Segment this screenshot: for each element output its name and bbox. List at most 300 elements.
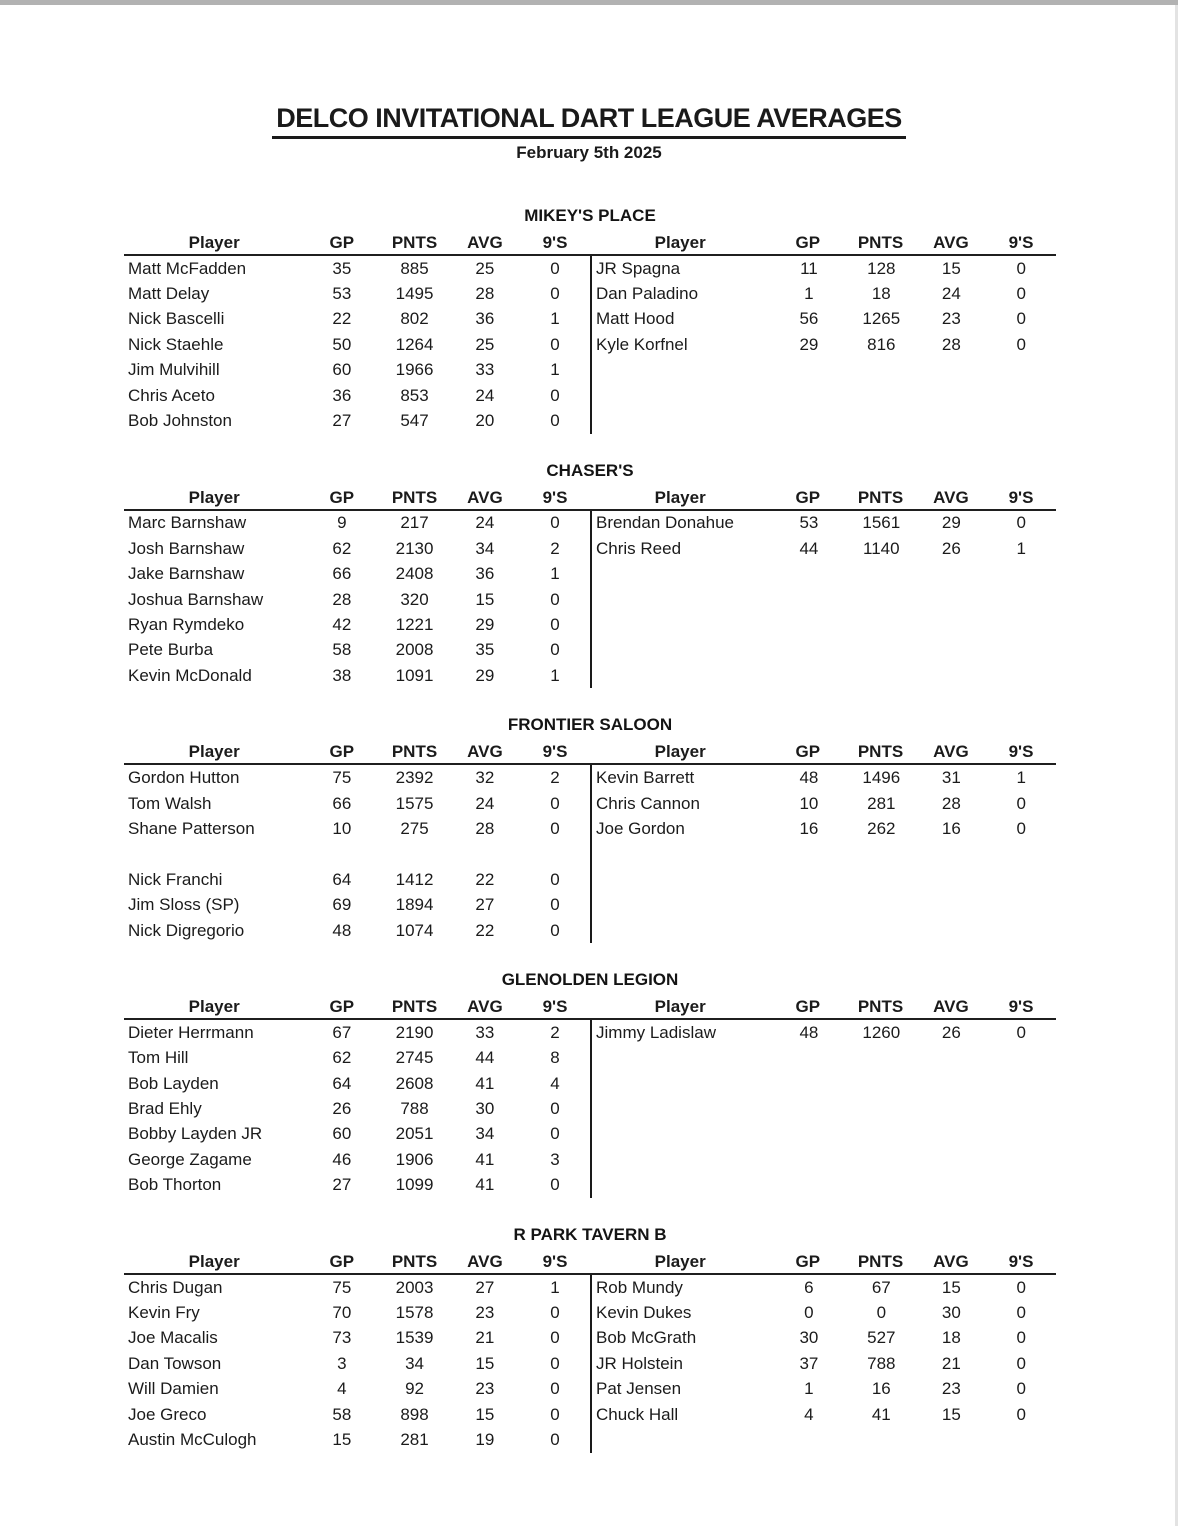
table-body-right xyxy=(590,1275,1056,1453)
gp-cell: 53 xyxy=(799,513,819,533)
nines-cell: 0 xyxy=(550,1353,560,1373)
table-row xyxy=(592,1377,1056,1402)
pnts-cell: 2408 xyxy=(395,564,434,584)
player-name-cell: Joe Macalis xyxy=(128,1328,218,1348)
table-body-right xyxy=(590,511,1056,689)
table-row xyxy=(592,892,1056,917)
player-name-cell: Bobby Layden JR xyxy=(128,1124,263,1144)
gp-cell: 62 xyxy=(332,538,352,558)
nines-cell: 0 xyxy=(550,920,560,940)
column-header-player: Player xyxy=(654,233,706,252)
table-row xyxy=(124,1046,590,1071)
pnts-cell: 853 xyxy=(400,385,429,405)
table-header-row xyxy=(124,487,590,511)
table-row xyxy=(124,1096,590,1121)
nines-cell: 0 xyxy=(550,1379,560,1399)
table-row xyxy=(124,1300,590,1325)
column-header-avg: AVG xyxy=(933,997,969,1017)
player-name-cell: Brendan Donahue xyxy=(596,513,735,533)
avg-cell: 41 xyxy=(475,1175,495,1195)
table-row xyxy=(124,663,590,688)
pnts-cell: 1260 xyxy=(862,1022,901,1042)
player-name-cell: Chuck Hall xyxy=(596,1404,679,1424)
avg-cell: 30 xyxy=(475,1099,495,1119)
column-header-nines: 9'S xyxy=(1008,233,1034,252)
nines-cell: 0 xyxy=(550,640,560,660)
gp-cell: 30 xyxy=(799,1328,819,1348)
pnts-cell: 262 xyxy=(867,818,896,838)
table-row xyxy=(124,918,590,943)
table-row xyxy=(592,511,1056,536)
nines-cell: 0 xyxy=(550,614,560,634)
column-header-avg: AVG xyxy=(467,1251,503,1271)
pnts-cell: 16 xyxy=(871,1379,891,1399)
player-name-cell: Josh Barnshaw xyxy=(128,538,245,558)
nines-cell: 2 xyxy=(550,538,560,558)
pnts-cell: 18 xyxy=(871,284,891,304)
column-header-nines: 9'S xyxy=(1008,1251,1034,1271)
gp-cell: 62 xyxy=(332,1048,352,1068)
player-name-cell: Jim Mulvihill xyxy=(128,360,220,380)
gp-cell: 6 xyxy=(804,1277,814,1297)
player-name-cell: Dan Towson xyxy=(128,1353,222,1373)
section-title: MIKEY'S PLACE xyxy=(524,206,656,225)
table-row xyxy=(592,383,1056,408)
pnts-cell: 788 xyxy=(867,1353,896,1373)
gp-cell: 27 xyxy=(332,411,352,431)
column-header-pnts: PNTS xyxy=(857,487,904,507)
gp-cell: 67 xyxy=(332,1022,352,1042)
pnts-cell: 547 xyxy=(400,411,429,431)
document-header xyxy=(0,0,1178,163)
table-row xyxy=(124,1326,590,1351)
avg-cell: 16 xyxy=(941,818,961,838)
nines-cell: 0 xyxy=(550,385,560,405)
nines-cell: 0 xyxy=(1016,309,1026,329)
table-body-left xyxy=(124,511,590,689)
page-title: DELCO INVITATIONAL DART LEAGUE AVERAGES xyxy=(272,103,906,139)
table-body-left xyxy=(124,1275,590,1453)
avg-cell: 19 xyxy=(475,1429,495,1449)
player-name-cell: Joe Greco xyxy=(128,1404,207,1424)
gp-cell: 69 xyxy=(332,895,352,915)
avg-cell: 23 xyxy=(475,1303,495,1323)
section-glenolden-legion xyxy=(124,970,1056,1198)
player-name-cell: Kevin Dukes xyxy=(596,1303,692,1323)
avg-cell: 27 xyxy=(475,895,495,915)
player-name-cell: Kevin McDonald xyxy=(128,665,252,685)
gp-cell: 16 xyxy=(799,818,819,838)
pnts-cell: 527 xyxy=(867,1328,896,1348)
gp-cell: 26 xyxy=(332,1099,352,1119)
table-body-right xyxy=(590,256,1056,434)
gp-cell: 58 xyxy=(332,1404,352,1424)
player-name-cell: Matt Delay xyxy=(128,284,210,304)
window-top-bar xyxy=(0,0,1178,5)
avg-cell: 23 xyxy=(941,1379,961,1399)
gp-cell: 56 xyxy=(799,309,819,329)
avg-cell: 24 xyxy=(475,385,495,405)
column-header-player: Player xyxy=(188,742,240,762)
table-row xyxy=(124,307,590,332)
player-name-cell: Shane Patterson xyxy=(128,818,255,838)
gp-cell: 58 xyxy=(332,640,352,660)
gp-cell: 75 xyxy=(332,1277,352,1297)
nines-cell: 0 xyxy=(1016,1404,1026,1424)
pnts-cell: 2051 xyxy=(395,1124,434,1144)
player-name-cell: JR Spagna xyxy=(596,258,681,278)
avg-cell: 21 xyxy=(475,1328,495,1348)
avg-cell: 29 xyxy=(475,665,495,685)
column-header-gp: GP xyxy=(795,1251,821,1271)
table-header-row xyxy=(590,741,1056,765)
stats-table-right xyxy=(590,487,1056,689)
player-name-cell: Brad Ehly xyxy=(128,1099,202,1119)
stats-table-right xyxy=(590,1251,1056,1453)
table-row xyxy=(124,358,590,383)
section-mikey-s-place xyxy=(124,206,1056,434)
avg-cell: 21 xyxy=(941,1353,961,1373)
pnts-cell: 41 xyxy=(871,1404,891,1424)
table-row xyxy=(592,536,1056,561)
column-header-player: Player xyxy=(654,487,706,507)
player-name-cell: Nick Staehle xyxy=(128,334,224,354)
table-body-left xyxy=(124,765,590,943)
player-name-cell: Jake Barnshaw xyxy=(128,564,245,584)
nines-cell: 0 xyxy=(550,258,560,278)
avg-cell: 15 xyxy=(475,1404,495,1424)
nines-cell: 0 xyxy=(550,411,560,431)
table-header-row xyxy=(590,232,1056,256)
nines-cell: 0 xyxy=(1016,1303,1026,1323)
nines-cell: 1 xyxy=(550,564,560,584)
table-row xyxy=(124,408,590,433)
avg-cell: 44 xyxy=(475,1048,495,1068)
player-name-cell: Tom Hill xyxy=(128,1048,189,1068)
nines-cell: 0 xyxy=(550,1303,560,1323)
player-name-cell: Kevin Fry xyxy=(128,1303,200,1323)
player-name-cell: Dieter Herrmann xyxy=(128,1022,254,1042)
avg-cell: 31 xyxy=(941,768,961,788)
avg-cell: 30 xyxy=(941,1303,961,1323)
table-row xyxy=(592,918,1056,943)
avg-cell: 22 xyxy=(475,920,495,940)
pnts-cell: 128 xyxy=(867,258,896,278)
table-row xyxy=(124,383,590,408)
table-row xyxy=(592,562,1056,587)
gp-cell: 10 xyxy=(799,793,819,813)
column-header-player: Player xyxy=(188,997,240,1017)
table-body-right xyxy=(590,765,1056,943)
player-name-cell: Marc Barnshaw xyxy=(128,513,247,533)
table-row xyxy=(124,1427,590,1452)
player-name-cell: Kyle Korfnel xyxy=(596,334,688,354)
nines-cell: 0 xyxy=(550,1429,560,1449)
avg-cell: 36 xyxy=(475,309,495,329)
avg-cell: 25 xyxy=(475,334,495,354)
column-header-gp: GP xyxy=(795,997,821,1017)
nines-cell: 3 xyxy=(550,1149,560,1169)
player-name-cell: Nick Franchi xyxy=(128,869,223,889)
nines-cell: 0 xyxy=(1016,1328,1026,1348)
nines-cell: 1 xyxy=(1016,538,1026,558)
table-row xyxy=(592,638,1056,663)
column-header-avg: AVG xyxy=(467,997,503,1017)
table-row xyxy=(592,867,1056,892)
nines-cell: 0 xyxy=(550,334,560,354)
nines-cell: 0 xyxy=(550,1404,560,1424)
nines-cell: 0 xyxy=(550,1328,560,1348)
avg-cell: 23 xyxy=(475,1379,495,1399)
pnts-cell: 1539 xyxy=(395,1328,434,1348)
player-name-cell: Chris Reed xyxy=(596,538,682,558)
column-header-pnts: PNTS xyxy=(391,233,438,252)
nines-cell: 0 xyxy=(550,1175,560,1195)
pnts-cell: 2130 xyxy=(395,538,434,558)
table-body-left xyxy=(124,256,590,434)
gp-cell: 60 xyxy=(332,1124,352,1144)
table-row xyxy=(592,1046,1056,1071)
table-row xyxy=(124,1071,590,1096)
avg-cell: 27 xyxy=(475,1277,495,1297)
player-name-cell: JR Holstein xyxy=(596,1353,683,1373)
column-header-gp: GP xyxy=(795,487,821,507)
nines-cell: 8 xyxy=(550,1048,560,1068)
table-row xyxy=(592,281,1056,306)
table-row xyxy=(124,1402,590,1427)
player-name-cell: Jimmy Ladislaw xyxy=(596,1022,716,1042)
avg-cell: 15 xyxy=(475,1353,495,1373)
gp-cell: 73 xyxy=(332,1328,352,1348)
avg-cell: 26 xyxy=(941,538,961,558)
nines-cell: 1 xyxy=(550,360,560,380)
gp-cell: 35 xyxy=(332,258,352,278)
pnts-cell: 2003 xyxy=(395,1277,434,1297)
pnts-cell: 67 xyxy=(871,1277,891,1297)
pnts-cell: 1966 xyxy=(395,360,434,380)
avg-cell: 15 xyxy=(941,1404,961,1424)
gp-cell: 22 xyxy=(332,309,352,329)
column-header-player: Player xyxy=(188,487,240,507)
table-row xyxy=(592,842,1056,867)
column-header-gp: GP xyxy=(329,1251,355,1271)
pnts-cell: 2745 xyxy=(395,1048,434,1068)
gp-cell: 38 xyxy=(332,665,352,685)
table-row xyxy=(592,1427,1056,1452)
nines-cell: 0 xyxy=(1016,793,1026,813)
column-header-player: Player xyxy=(654,997,706,1017)
player-name-cell: Joshua Barnshaw xyxy=(128,589,264,609)
column-header-avg: AVG xyxy=(467,233,503,252)
stats-table-left xyxy=(124,741,590,943)
gp-cell: 11 xyxy=(800,258,818,278)
pnts-cell: 2392 xyxy=(395,768,434,788)
column-header-pnts: PNTS xyxy=(391,1251,438,1271)
gp-cell: 60 xyxy=(332,360,352,380)
nines-cell: 2 xyxy=(550,768,560,788)
league-sections xyxy=(124,206,1056,1453)
player-name-cell: Chris Aceto xyxy=(128,385,215,405)
gp-cell: 29 xyxy=(799,334,819,354)
player-name-cell: Chris Dugan xyxy=(128,1277,223,1297)
avg-cell: 35 xyxy=(475,640,495,660)
table-row xyxy=(124,816,590,841)
gp-cell: 10 xyxy=(332,818,352,838)
pnts-cell: 1091 xyxy=(395,665,434,685)
gp-cell: 4 xyxy=(337,1379,347,1399)
player-name-cell: Pete Burba xyxy=(128,640,214,660)
table-row xyxy=(592,1275,1056,1300)
pnts-cell: 2608 xyxy=(395,1073,434,1093)
table-header-row xyxy=(124,996,590,1020)
section-tables xyxy=(124,487,1056,689)
table-row xyxy=(124,256,590,281)
column-header-pnts: PNTS xyxy=(857,997,904,1017)
player-name-cell: Dan Paladino xyxy=(596,284,699,304)
table-row xyxy=(124,612,590,637)
player-name-cell: Pat Jensen xyxy=(596,1379,682,1399)
table-row xyxy=(592,1402,1056,1427)
nines-cell: 1 xyxy=(550,309,560,329)
pnts-cell: 1561 xyxy=(862,513,901,533)
stats-table-left xyxy=(124,996,590,1198)
column-header-avg: AVG xyxy=(933,1251,969,1271)
nines-cell: 0 xyxy=(550,818,560,838)
table-row xyxy=(592,791,1056,816)
player-name-cell: Jim Sloss (SP) xyxy=(128,895,240,915)
nines-cell: 0 xyxy=(550,513,560,533)
gp-cell: 37 xyxy=(799,1353,819,1373)
table-row xyxy=(124,638,590,663)
table-header-row xyxy=(124,1251,590,1275)
page-date: February 5th 2025 xyxy=(516,143,662,162)
avg-cell: 15 xyxy=(941,1277,961,1297)
table-row xyxy=(592,587,1056,612)
gp-cell: 36 xyxy=(332,385,352,405)
player-name-cell: George Zagame xyxy=(128,1149,252,1169)
avg-cell: 29 xyxy=(475,614,495,634)
table-row xyxy=(124,1122,590,1147)
table-row xyxy=(592,765,1056,790)
column-header-avg: AVG xyxy=(933,487,969,507)
pnts-cell: 1099 xyxy=(395,1175,434,1195)
avg-cell: 41 xyxy=(475,1073,495,1093)
table-row xyxy=(124,562,590,587)
table-row xyxy=(592,1147,1056,1172)
pnts-cell: 885 xyxy=(400,258,429,278)
stats-table-right xyxy=(590,741,1056,943)
table-row xyxy=(124,892,590,917)
section-r-park-tavern-b xyxy=(124,1225,1056,1453)
gp-cell: 70 xyxy=(332,1303,352,1323)
nines-cell: 0 xyxy=(550,1099,560,1119)
section-title: R PARK TAVERN B xyxy=(513,1224,667,1244)
avg-cell: 34 xyxy=(475,1124,495,1144)
table-row xyxy=(592,1096,1056,1121)
avg-cell: 20 xyxy=(475,411,495,431)
column-header-player: Player xyxy=(188,233,240,252)
pnts-cell: 816 xyxy=(867,334,896,354)
table-row xyxy=(592,408,1056,433)
player-name-cell: Rob Mundy xyxy=(596,1277,683,1297)
table-row xyxy=(124,1351,590,1376)
pnts-cell: 898 xyxy=(400,1404,429,1424)
table-row xyxy=(124,1147,590,1172)
table-row xyxy=(124,1275,590,1300)
column-header-player: Player xyxy=(654,1251,706,1271)
pnts-cell: 92 xyxy=(405,1379,424,1399)
column-header-gp: GP xyxy=(329,487,355,507)
pnts-cell: 281 xyxy=(867,793,896,813)
table-row xyxy=(592,1173,1056,1198)
nines-cell: 0 xyxy=(550,793,560,813)
avg-cell: 15 xyxy=(941,258,961,278)
section-tables xyxy=(124,996,1056,1198)
column-header-nines: 9'S xyxy=(1008,997,1034,1017)
gp-cell: 1 xyxy=(804,284,814,304)
table-header-row xyxy=(590,996,1056,1020)
column-header-gp: GP xyxy=(795,233,821,252)
nines-cell: 0 xyxy=(1016,818,1026,838)
gp-cell: 53 xyxy=(332,284,352,304)
table-row xyxy=(592,1300,1056,1325)
table-row xyxy=(592,612,1056,637)
column-header-nines: 9'S xyxy=(542,742,568,762)
player-name-cell: Matt Hood xyxy=(596,309,675,329)
player-name-cell: Matt McFadden xyxy=(128,258,247,278)
gp-cell: 27 xyxy=(332,1175,352,1195)
table-row xyxy=(592,816,1056,841)
avg-cell: 33 xyxy=(475,360,495,380)
avg-cell: 32 xyxy=(475,768,495,788)
section-title: CHASER'S xyxy=(546,460,634,480)
stats-table-left xyxy=(124,232,590,434)
table-row xyxy=(592,1122,1056,1147)
nines-cell: 0 xyxy=(1016,1277,1026,1297)
avg-cell: 34 xyxy=(475,538,495,558)
nines-cell: 0 xyxy=(550,589,560,609)
table-row xyxy=(592,256,1056,281)
table-row xyxy=(592,307,1056,332)
column-header-pnts: PNTS xyxy=(857,233,904,252)
column-header-nines: 9'S xyxy=(542,997,568,1017)
table-body-left xyxy=(124,1020,590,1198)
pnts-cell: 1140 xyxy=(863,538,900,558)
avg-cell: 28 xyxy=(475,818,495,838)
avg-cell: 18 xyxy=(941,1328,961,1348)
section-tables xyxy=(124,741,1056,943)
table-row xyxy=(124,1377,590,1402)
table-row xyxy=(124,587,590,612)
player-name-cell: Austin McCulogh xyxy=(128,1429,257,1449)
stats-table-right xyxy=(590,232,1056,434)
column-header-nines: 9'S xyxy=(1008,742,1034,762)
nines-cell: 0 xyxy=(1016,1353,1026,1373)
nines-cell: 0 xyxy=(550,1124,560,1144)
gp-cell: 42 xyxy=(332,614,352,634)
column-header-nines: 9'S xyxy=(542,233,568,252)
column-header-nines: 9'S xyxy=(542,487,568,507)
gp-cell: 64 xyxy=(332,869,352,889)
pnts-cell: 1578 xyxy=(395,1303,434,1323)
player-name-cell: Will Damien xyxy=(128,1379,219,1399)
pnts-cell: 320 xyxy=(400,589,429,609)
pnts-cell: 217 xyxy=(400,513,429,533)
gp-cell: 50 xyxy=(332,334,352,354)
table-row xyxy=(592,332,1056,357)
section-tables xyxy=(124,1251,1056,1453)
gp-cell: 28 xyxy=(332,589,352,609)
